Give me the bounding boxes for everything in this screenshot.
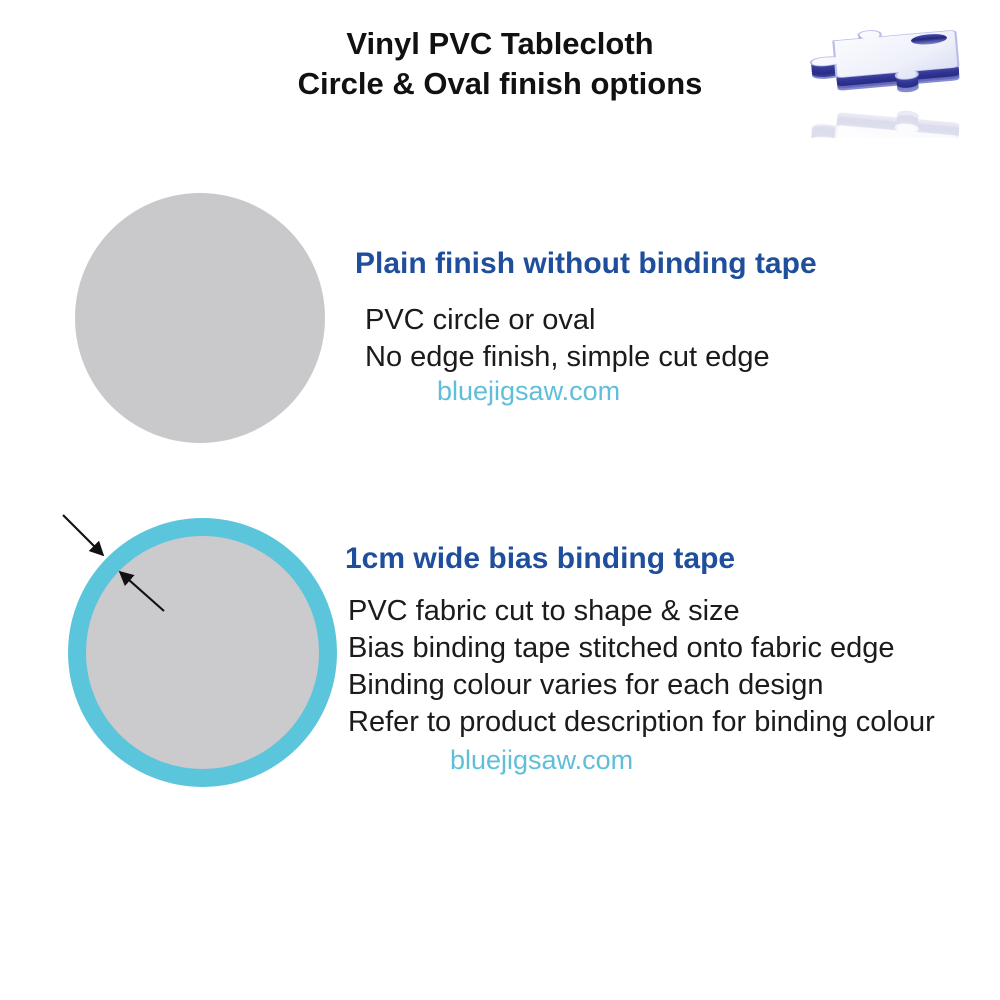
website-text: bluejigsaw.com [450, 745, 634, 775]
page-title-line2: Circle & Oval finish options [297, 66, 703, 101]
section1-body [365, 302, 770, 376]
body-line: Binding colour varies for each design [348, 669, 824, 701]
plain-tablecloth-circle-graphic [75, 193, 325, 443]
body-line: PVC circle or oval [365, 304, 596, 336]
section2-body [348, 593, 935, 741]
body-line: Refer to product description for binding colour [348, 706, 935, 738]
section1-heading: Plain finish without binding tape [355, 247, 817, 280]
section2-heading: 1cm wide bias binding tape [345, 542, 736, 575]
body-line: Bias binding tape stitched onto fabric edge [348, 632, 895, 664]
website-text: bluejigsaw.com [437, 376, 621, 406]
jigsaw-puzzle-piece-icon [788, 20, 983, 138]
body-line: PVC fabric cut to shape & size [348, 595, 740, 627]
body-line: No edge finish, simple cut edge [365, 341, 770, 373]
page-title-line1: Vinyl PVC Tablecloth [346, 26, 654, 61]
binding-width-arrows-icon [40, 495, 185, 630]
